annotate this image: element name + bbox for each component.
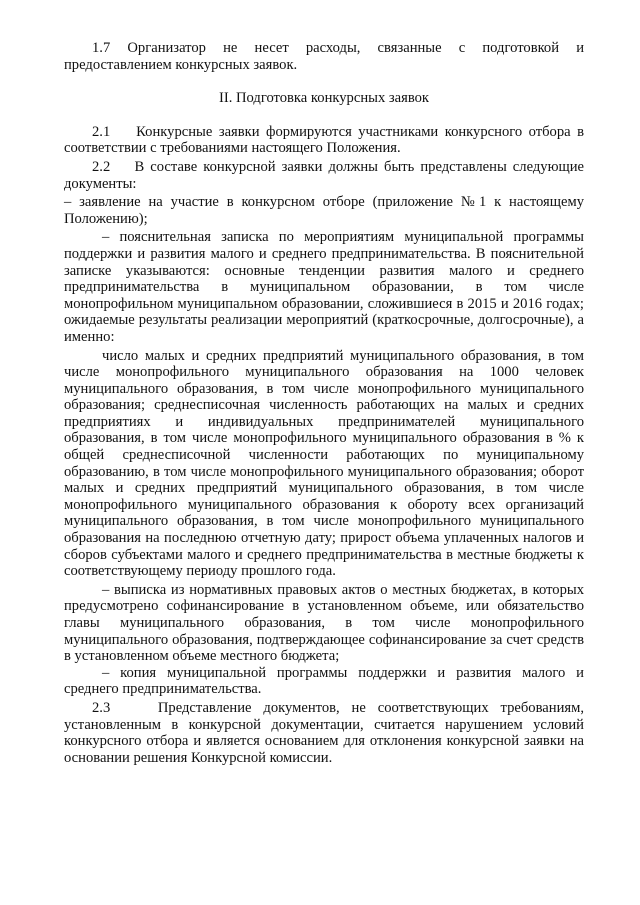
paragraph-1-7: 1.7 Организатор не несет расходы, связанные с подготовкой и предоставлением конкурсных заявок.: [64, 40, 584, 73]
list-item-program-copy: – копия муниципальной программы поддержки и развития малого и среднего предпринимательства.: [64, 664, 584, 698]
paragraph-2-2: 2.2 В составе конкурсной заявки должны быть представлены следующие документы:: [64, 158, 588, 192]
list-item-budget-extract: – выписка из нормативных правовых актов о местных бюджетах, в которых предусмотрено софинансирование в установленном объеме, или обязательство главы муниципального образования, в том числе монопрофильного муниципального образования, подтверждающее софинансирование за счет средств в установленном объеме местного бюджета;: [64, 581, 584, 665]
paragraph-2-3: 2.3 Представление документов, не соответствующих требованиям, установленным в конкурсной документации, считается нарушением условий конкурсного отбора и является основанием для отклонения конкурсной заявки на основании решения Конкурсной комиссии.: [64, 699, 588, 766]
list-item-application: – заявление на участие в конкурсном отборе (приложение №1 к настоящему Положению);: [64, 194, 584, 227]
section-heading: II. Подготовка конкурсных заявок: [218, 90, 430, 107]
list-item-explanatory-note: – пояснительная записка по мероприятиям муниципальной программы поддержки и развития малого и среднего предпринимательства. В пояснительной записке указываются: основные тенденции развития малого и среднего предпринимательства в муниципальном образовании, в том числе монопрофильном муниципальном образовании, сложившиеся в 2015 и 2016 годах; ожидаемые результаты реализации мероприятий (краткосрочные, долгосрочные), а именно:: [64, 229, 584, 345]
list-item-indicators: число малых и средних предприятий муниципального образования, в том числе монопрофильного муниципального образования на 1000 человек муниципального образования, в том числе монопрофильного муниципального образования; среднесписочная численность работающих на малых и средних предприятиях и индивидуальных предпринимателей муниципального образования, в том числе монопрофильного муниципального образования в % к общей среднесписочной численности работающих по муниципальному образованию, в том числе монопрофильного муниципального образования; оборот малых и средних предприятий муниципального образования, в том числе монопрофильного муниципального образования к обороту всех организаций муниципального образования, в том числе монопрофильного муниципального образования на последнюю отчетную дату; прирост объема уплаченных налогов и сборов субъектами малого и среднего предпринимательства в местные бюджеты к соответствующему периоду прошлого года.: [64, 347, 584, 580]
paragraph-2-1: 2.1 Конкурсные заявки формируются участниками конкурсного отбора в соответствии с требованиями настоящего Положения.: [64, 123, 588, 157]
